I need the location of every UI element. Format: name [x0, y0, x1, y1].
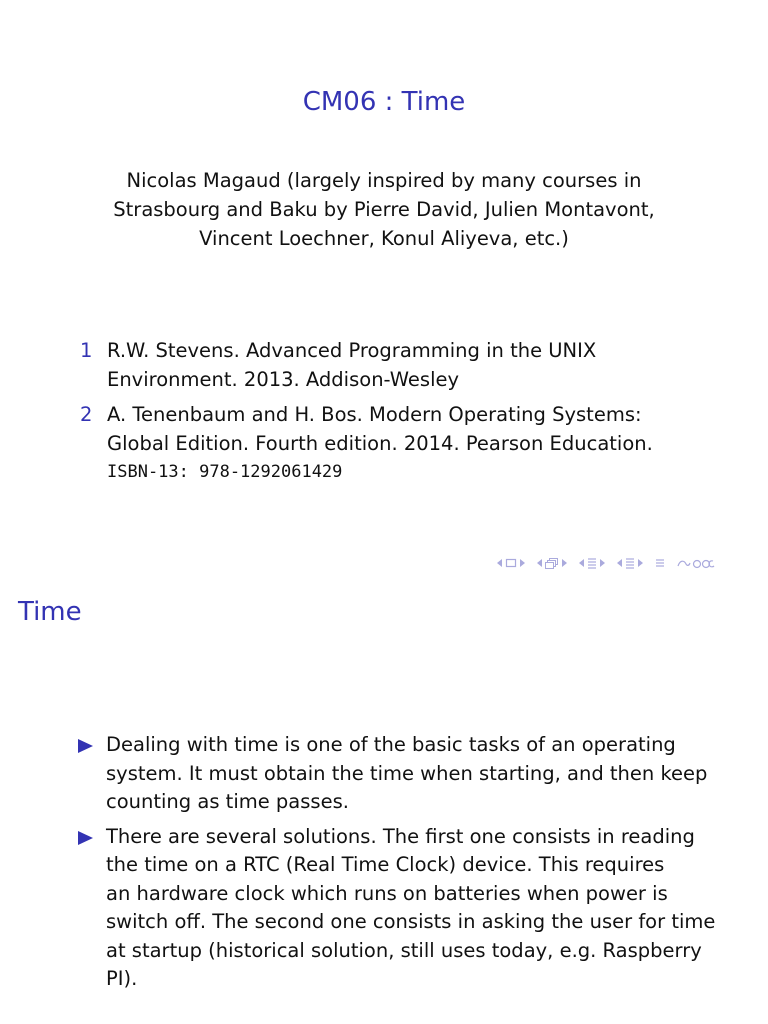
triangle-bullet-icon	[78, 739, 93, 753]
bullet-line: PI).	[106, 967, 138, 990]
bullet-line: Dealing with time is one of the basic tasks of an operating	[106, 733, 676, 756]
bullet-item	[78, 731, 718, 817]
bullet-line: an hardware clock which runs on batteries when power is	[106, 881, 668, 905]
reference-line: A. Tenenbaum and H. Bos. Modern Operating Systems:	[107, 403, 642, 426]
reference-number: 2	[80, 403, 93, 426]
frame-icon[interactable]	[505, 557, 517, 569]
reference-line: Global Edition. Fourth edition. 2014. Pearson Education.	[107, 432, 653, 455]
reference-item	[80, 400, 700, 487]
nav-left-icon[interactable]	[536, 558, 543, 568]
presentation-title: CM06 : Time	[302, 87, 466, 117]
bullet-line: counting as time passes.	[106, 790, 349, 813]
document-nav-group	[616, 557, 644, 569]
bullet-line: switch off. The second one consists in asking the user for time	[106, 910, 716, 933]
nav-right-icon[interactable]	[519, 558, 526, 568]
reference-isbn: ISBN-13: 978-1292061429	[107, 462, 343, 482]
nav-left-icon[interactable]	[616, 558, 623, 568]
frame-nav-group	[496, 557, 526, 569]
content-slide	[0, 576, 768, 1024]
nav-right-icon[interactable]	[561, 558, 568, 568]
author-line: Vincent Loechner, Konul Aliyeva, etc.)	[199, 227, 569, 250]
bullet-line: the time on a RTC (Real Time Clock) device. This requires	[106, 853, 665, 876]
nav-right-icon[interactable]	[637, 558, 644, 568]
reference-number: 1	[80, 339, 93, 362]
reference-line: R.W. Stevens. Advanced Programming in the UNIX	[107, 339, 597, 362]
bullet-item	[78, 823, 718, 994]
search-icon[interactable]	[676, 557, 716, 569]
nav-right-icon[interactable]	[599, 558, 606, 568]
triangle-bullet-icon	[78, 831, 93, 845]
beamer-navigation-bar	[496, 555, 762, 571]
bullet-line: system. It must obtain the time when starting, and then keep	[106, 761, 708, 785]
bullet-list	[78, 731, 718, 1000]
subsection-nav-group	[536, 557, 568, 569]
author-line: Nicolas Magaud (largely inspired by many courses in	[126, 169, 642, 192]
reference-item	[80, 336, 700, 394]
nav-left-icon[interactable]	[578, 558, 585, 568]
section-nav-group	[578, 557, 606, 569]
bullet-line: at startup (historical solution, still uses today, e.g. Raspberry	[106, 938, 702, 962]
nav-left-icon[interactable]	[496, 558, 503, 568]
reference-line: Environment. 2013. Addison-Wesley	[107, 368, 460, 391]
author-block	[90, 166, 678, 253]
outline-icon[interactable]	[654, 557, 666, 569]
section-icon[interactable]	[587, 557, 597, 569]
author-line: Strasbourg and Baku by Pierre David, Julien Montavont,	[113, 198, 655, 221]
subsection-icon[interactable]	[545, 557, 559, 569]
section-icon[interactable]	[625, 557, 635, 569]
bullet-line: There are several solutions. The first one consists in reading	[106, 824, 695, 848]
frame-title: Time	[18, 597, 82, 627]
references-list	[80, 336, 700, 493]
